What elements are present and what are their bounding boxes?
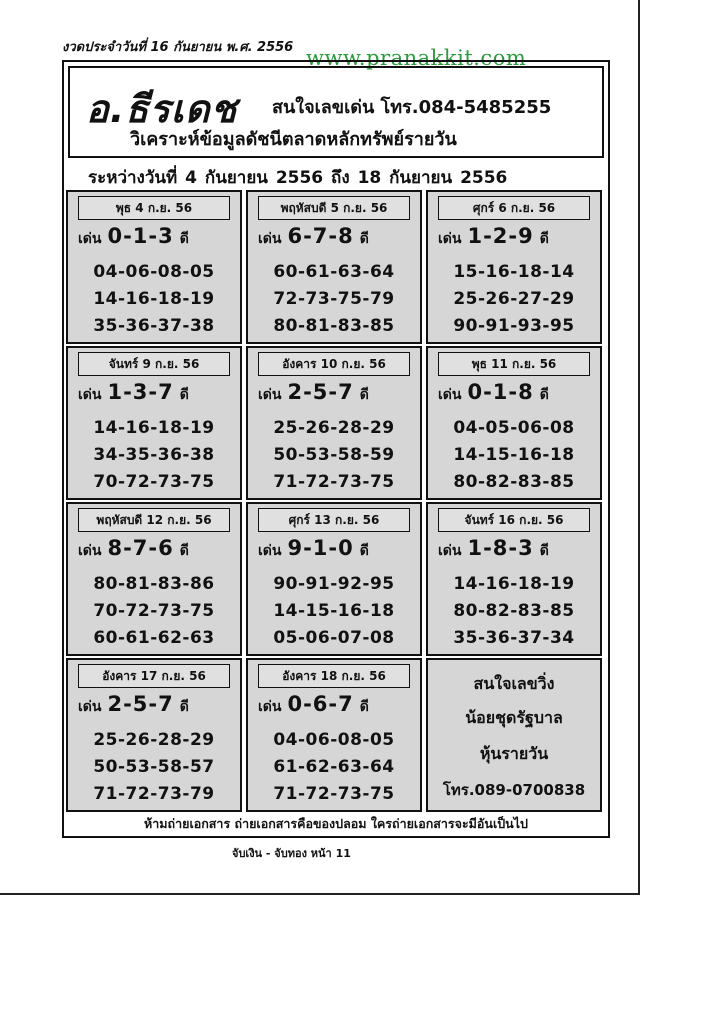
day-date: พุธ 11 ก.ย. 56 — [438, 352, 590, 376]
number-row: 60-61-62-63 — [93, 628, 215, 648]
highlight-row — [78, 536, 189, 562]
day-card — [246, 658, 422, 812]
number-row: 80-82-83-85 — [453, 472, 575, 492]
ad-phone: โทร.089-0700838 — [442, 781, 586, 799]
day-card — [246, 502, 422, 656]
highlight-row — [438, 224, 549, 250]
good-label: ดี — [179, 543, 189, 559]
highlight-label: เด่น — [78, 543, 102, 559]
page-bottom-line — [0, 893, 640, 895]
number-row: 34-35-36-38 — [93, 445, 215, 465]
day-date: พฤหัสบดี 5 ก.ย. 56 — [258, 196, 410, 220]
number-row: 50-53-58-57 — [93, 757, 215, 777]
copy-warning: ห้ามถ่ายเอกสาร ถ่ายเอกสารคือของปลอม ใครถ่ายเอกสารจะมีอันเป็นไป — [144, 816, 528, 831]
number-row: 90-91-93-95 — [453, 316, 575, 336]
day-date: จันทร์ 16 ก.ย. 56 — [438, 508, 590, 532]
highlight-pick: 1-3-7 — [107, 380, 174, 404]
number-row: 50-53-58-59 — [273, 445, 395, 465]
number-row: 61-62-63-64 — [273, 757, 395, 777]
good-label: ดี — [359, 231, 369, 247]
issue-date: งวดประจำวันที่ 16 กันยายน พ.ศ. 2556 — [62, 40, 294, 55]
number-row: 90-91-92-95 — [273, 574, 395, 594]
good-label: ดี — [359, 699, 369, 715]
day-date: จันทร์ 9 ก.ย. 56 — [78, 352, 230, 376]
ad-card — [426, 658, 602, 812]
number-row: 14-15-16-18 — [273, 601, 395, 621]
day-card — [66, 190, 242, 344]
highlight-label: เด่น — [78, 231, 102, 247]
number-row: 72-73-75-79 — [273, 289, 395, 309]
highlight-row — [258, 536, 369, 562]
brand-name: อ.ธีรเดช — [86, 87, 238, 131]
number-row: 71-72-73-75 — [273, 472, 395, 492]
highlight-pick: 0-6-7 — [287, 692, 354, 716]
highlight-pick: 2-5-7 — [107, 692, 174, 716]
good-label: ดี — [539, 543, 549, 559]
number-row: 70-72-73-75 — [93, 601, 215, 621]
highlight-label: เด่น — [258, 387, 282, 403]
highlight-pick: 9-1-0 — [287, 536, 354, 560]
good-label: ดี — [179, 231, 189, 247]
highlight-label: เด่น — [258, 543, 282, 559]
number-row: 14-15-16-18 — [453, 445, 575, 465]
day-date: ศุกร์ 13 ก.ย. 56 — [258, 508, 410, 532]
highlight-pick: 0-1-3 — [107, 224, 174, 248]
page-footer: จับเงิน - จับทอง หน้า 11 — [232, 847, 351, 860]
ad-line-3: หุ้นรายวัน — [479, 744, 549, 763]
highlight-label: เด่น — [258, 699, 282, 715]
highlight-label: เด่น — [258, 231, 282, 247]
highlight-label: เด่น — [438, 231, 462, 247]
highlight-pick: 1-2-9 — [467, 224, 534, 248]
highlight-row — [78, 692, 189, 718]
highlight-label: เด่น — [78, 699, 102, 715]
number-row: 35-36-37-38 — [93, 316, 215, 336]
good-label: ดี — [179, 699, 189, 715]
highlight-row — [258, 224, 369, 250]
day-card — [246, 346, 422, 500]
highlight-row — [438, 380, 549, 406]
number-row: 15-16-18-14 — [453, 262, 575, 282]
day-card — [66, 502, 242, 656]
highlight-row — [258, 692, 369, 718]
highlight-pick: 1-8-3 — [467, 536, 534, 560]
highlight-pick: 2-5-7 — [287, 380, 354, 404]
number-row: 80-82-83-85 — [453, 601, 575, 621]
highlight-row — [438, 536, 549, 562]
number-row: 25-26-28-29 — [93, 730, 215, 750]
number-row: 04-06-08-05 — [273, 730, 395, 750]
day-date: อังคาร 18 ก.ย. 56 — [258, 664, 410, 688]
number-row: 14-16-18-19 — [93, 418, 215, 438]
number-row: 70-72-73-75 — [93, 472, 215, 492]
day-date: พฤหัสบดี 12 ก.ย. 56 — [78, 508, 230, 532]
number-row: 60-61-63-64 — [273, 262, 395, 282]
number-row: 71-72-73-79 — [93, 784, 215, 804]
period-range: ระหว่างวันที่ 4 กันยายน 2556 ถึง 18 กันยายน 2556 — [88, 168, 508, 188]
good-label: ดี — [539, 387, 549, 403]
page-edge-line — [638, 0, 640, 895]
number-row: 35-36-37-34 — [453, 628, 575, 648]
day-date: พุธ 4 ก.ย. 56 — [78, 196, 230, 220]
good-label: ดี — [359, 543, 369, 559]
number-row: 25-26-27-29 — [453, 289, 575, 309]
highlight-label: เด่น — [438, 387, 462, 403]
number-row: 80-81-83-85 — [273, 316, 395, 336]
brand-tagline: วิเคราะห์ข้อมูลดัชนีตลาดหลักทรัพย์รายวัน — [130, 129, 457, 150]
number-row: 80-81-83-86 — [93, 574, 215, 594]
day-date: ศุกร์ 6 ก.ย. 56 — [438, 196, 590, 220]
highlight-row — [78, 224, 189, 250]
day-card — [246, 190, 422, 344]
number-row: 71-72-73-75 — [273, 784, 395, 804]
highlight-pick: 0-1-8 — [467, 380, 534, 404]
good-label: ดี — [179, 387, 189, 403]
brand-contact: สนใจเลขเด่น โทร.084-5485255 — [272, 97, 552, 118]
highlight-row — [78, 380, 189, 406]
day-date: อังคาร 17 ก.ย. 56 — [78, 664, 230, 688]
ad-line-1: สนใจเลขวิ่ง — [473, 674, 555, 693]
highlight-pick: 8-7-6 — [107, 536, 174, 560]
highlight-label: เด่น — [78, 387, 102, 403]
day-card — [66, 346, 242, 500]
good-label: ดี — [539, 231, 549, 247]
highlight-pick: 6-7-8 — [287, 224, 354, 248]
number-row: 05-06-07-08 — [273, 628, 395, 648]
ad-line-2: น้อยชุดรัฐบาล — [465, 708, 563, 727]
highlight-row — [258, 380, 369, 406]
number-row: 04-05-06-08 — [453, 418, 575, 438]
day-date: อังคาร 10 ก.ย. 56 — [258, 352, 410, 376]
number-row: 14-16-18-19 — [453, 574, 575, 594]
day-card — [426, 346, 602, 500]
day-card — [426, 502, 602, 656]
number-row: 04-06-08-05 — [93, 262, 215, 282]
number-row: 14-16-18-19 — [93, 289, 215, 309]
highlight-label: เด่น — [438, 543, 462, 559]
day-card — [426, 190, 602, 344]
day-card — [66, 658, 242, 812]
watermark-url: www.pranakkit.com — [306, 46, 527, 70]
good-label: ดี — [359, 387, 369, 403]
number-row: 25-26-28-29 — [273, 418, 395, 438]
